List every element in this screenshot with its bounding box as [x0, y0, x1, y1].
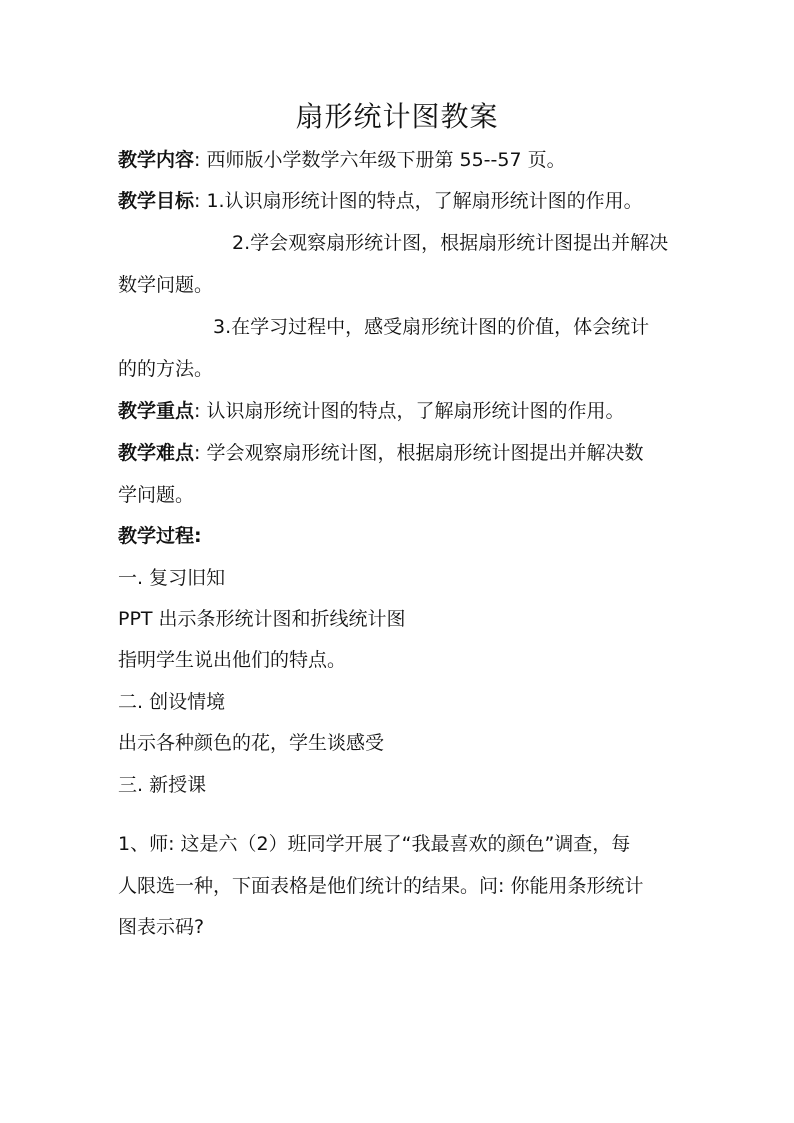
process-label: 教学过程 [118, 525, 195, 547]
key-point-line [118, 398, 624, 424]
objective-2-line-2: 数学问题。 [118, 274, 214, 296]
show-flowers-line: 出示各种颜色的花，学生谈感受 [118, 732, 385, 754]
difficulty-line-2: 学问题。 [118, 484, 195, 506]
process-heading [118, 523, 202, 549]
document-title: 扇形统计图教案 [295, 100, 499, 133]
teaching-content-text: : 西师版小学数学六年级下册第 55--57 页。 [194, 149, 566, 171]
question-1-line-3: 图表示码? [118, 916, 205, 938]
section-3-heading: 三. 新授课 [118, 774, 207, 796]
section-2-heading: 二. 创设情境 [118, 691, 226, 713]
section-1-heading: 一. 复习旧知 [118, 567, 226, 589]
process-colon: : [194, 525, 202, 547]
objectives-label: 教学目标 [118, 190, 195, 212]
objective-1-text: : 1.认识扇形统计图的特点，了解扇形统计图的作用。 [194, 190, 643, 212]
teaching-content-line [118, 147, 566, 173]
question-1-line-2: 人限选一种，下面表格是他们统计的结果。问: 你能用条形统计 [118, 875, 644, 897]
objective-2-line-1: 2.学会观察扇形统计图，根据扇形统计图提出并解决 [232, 232, 669, 254]
teaching-content-label: 教学内容 [118, 149, 195, 171]
objective-3-line-2: 的的方法。 [118, 358, 214, 380]
point-out-line: 指明学生说出他们的特点。 [118, 649, 347, 671]
objective-3-line-1: 3.在学习过程中，感受扇形统计图的价值，体会统计 [213, 316, 650, 338]
key-point-label: 教学重点 [118, 400, 195, 422]
key-point-text: : 认识扇形统计图的特点，了解扇形统计图的作用。 [194, 400, 625, 422]
difficulty-label: 教学难点 [118, 442, 195, 464]
objective-1-line [118, 188, 643, 214]
difficulty-text-1: : 学会观察扇形统计图，根据扇形统计图提出并解决数 [194, 442, 644, 464]
ppt-line: PPT 出示条形统计图和折线统计图 [118, 608, 406, 630]
question-1-line-1: 1、师: 这是六（2）班同学开展了“我最喜欢的颜色”调查，每 [118, 833, 631, 855]
difficulty-line-1 [118, 440, 643, 466]
